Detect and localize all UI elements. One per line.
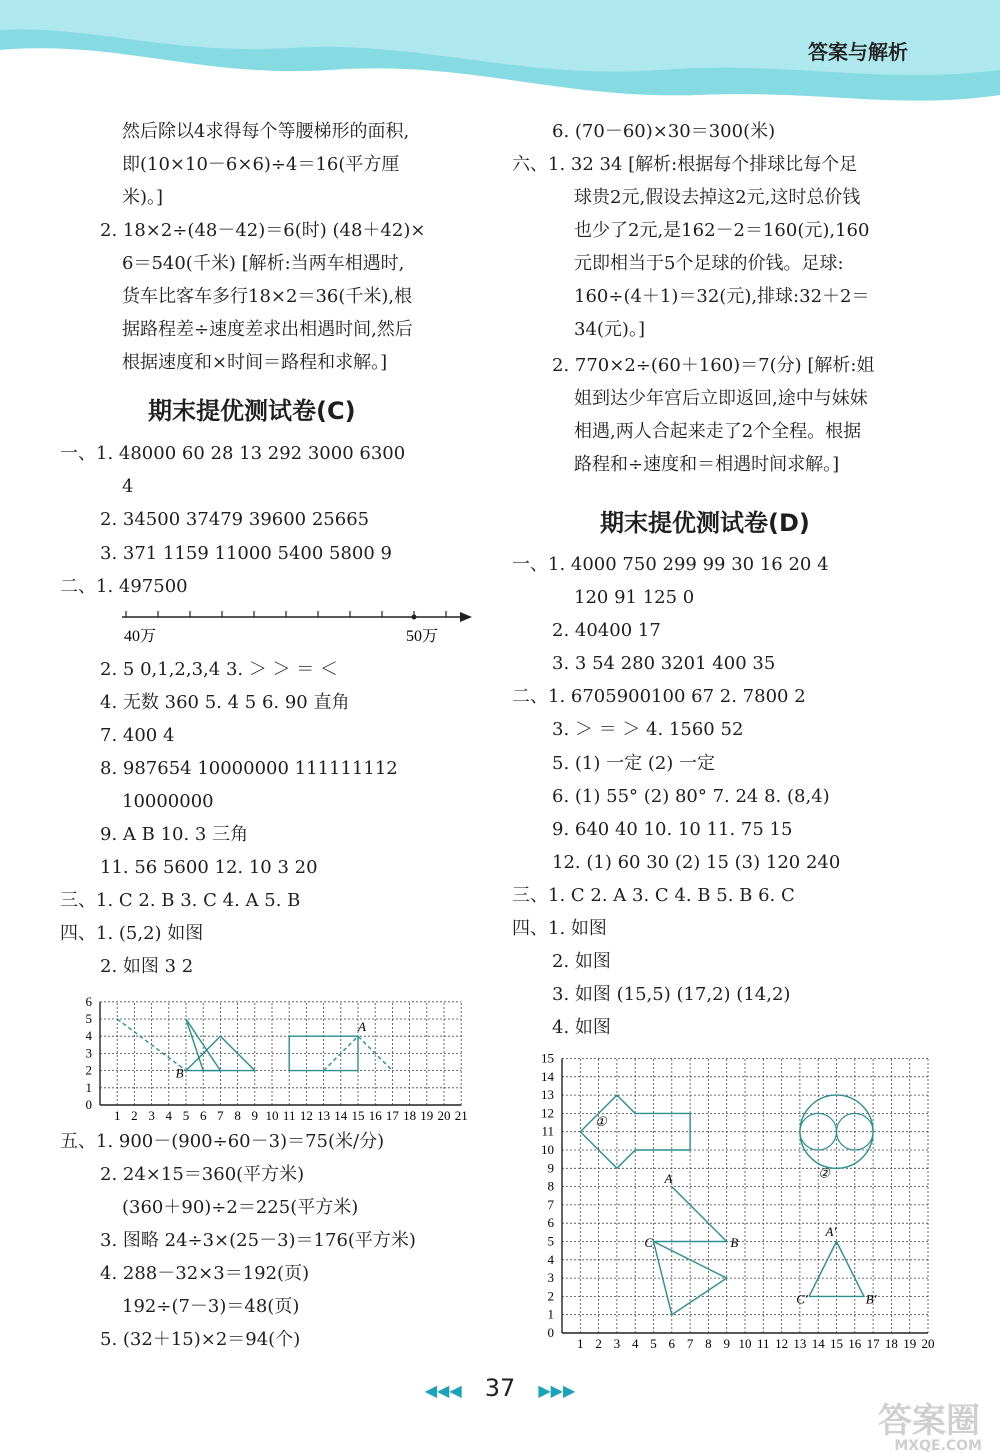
- header-banner: [0, 0, 1000, 130]
- answer-line: 3. ＞ ＝ ＞ 4. 1560 52: [552, 719, 744, 740]
- x-tick-label: 7: [686, 1336, 694, 1351]
- point-label-a: A: [358, 1019, 366, 1035]
- coordinate-grid-c: [85, 987, 488, 1125]
- x-tick-label: 2: [131, 1108, 138, 1123]
- text-line: 元即相当于5个足球的价钱。足球:: [574, 253, 844, 274]
- answer-line: 3. 如图 (15,5) (17,2) (14,2): [552, 984, 791, 1005]
- answer-line: 一、1. 48000 60 28 13 292 3000 6300: [60, 443, 406, 464]
- x-tick-label: 20: [921, 1336, 935, 1351]
- y-tick-label: 3: [85, 1045, 92, 1061]
- coordinate-grid-d: [536, 1051, 936, 1355]
- x-tick-label: 2: [595, 1336, 602, 1351]
- x-tick-label: 14: [334, 1108, 348, 1123]
- x-tick-label: 8: [705, 1336, 712, 1351]
- y-tick-label: 13: [541, 1087, 554, 1103]
- answer-line: 6. (1) 55° (2) 80° 7. 24 8. (8,4): [552, 786, 830, 807]
- answer-line: 6. (70－60)×30＝300(米): [552, 121, 776, 142]
- next-arrows-icon: ▶▶▶: [538, 1381, 576, 1400]
- x-tick-label: 19: [903, 1336, 917, 1351]
- y-tick-label: 2: [547, 1288, 554, 1304]
- x-tick-label: 17: [385, 1108, 399, 1123]
- watermark-url: MXQE.COM: [894, 1438, 982, 1454]
- answer-line: 2. 如图 3 2: [100, 956, 194, 977]
- label-b: B: [730, 1234, 739, 1250]
- text-line: 据路程差÷速度差求出相遇时间,然后: [122, 319, 413, 340]
- answer-line: 三、1. C 2. A 3. C 4. B 5. B 6. C: [512, 885, 795, 906]
- label-a-prime: A': [825, 1224, 837, 1240]
- text-line: 相遇,两人合起来走了2个全程。根据: [574, 421, 862, 442]
- x-tick-label: 21: [454, 1108, 468, 1123]
- numberline-left-label: 40万: [124, 628, 157, 645]
- answer-line: 三、1. C 2. B 3. C 4. A 5. B: [60, 890, 301, 911]
- x-tick-label: 5: [650, 1336, 657, 1351]
- answer-line: 5. (32＋15)×2＝94(个): [100, 1329, 301, 1350]
- x-tick-label: 6: [668, 1336, 676, 1351]
- text-line: 160÷(4＋1)＝32(元),排球:32＋2＝: [574, 286, 870, 307]
- text-line: 34(元)。]: [574, 319, 645, 340]
- y-tick-label: 4: [547, 1251, 554, 1267]
- text-line: 球贵2元,假设去掉这2元,这时总价钱: [574, 187, 861, 208]
- y-tick-label: 5: [547, 1233, 554, 1249]
- answer-line: 9. A B 10. 3 三角: [100, 824, 249, 845]
- x-tick-label: 13: [793, 1336, 807, 1351]
- x-tick-label: 12: [299, 1108, 313, 1123]
- x-tick-label: 15: [351, 1108, 365, 1123]
- answer-line: 2. 34500 37479 39600 25665: [100, 509, 370, 530]
- y-tick-label: 6: [547, 1215, 554, 1231]
- x-tick-label: 5: [182, 1108, 190, 1123]
- x-tick-label: 16: [368, 1108, 382, 1123]
- text-line: 米)。]: [122, 187, 164, 208]
- answer-line: 120 91 125 0: [574, 587, 695, 608]
- page-number: 37: [484, 1374, 516, 1402]
- x-tick-label: 10: [265, 1108, 279, 1123]
- answer-line: 2. 5 0,1,2,3,4 3. ＞ ＞ ＝ ＜: [100, 659, 338, 680]
- answer-line: 五、1. 900－(900÷60－3)＝75(米/分): [60, 1131, 385, 1152]
- y-tick-label: 14: [541, 1068, 554, 1084]
- answer-line: 9. 640 40 10. 10 11. 75 15: [552, 819, 793, 840]
- number-line: [120, 605, 480, 649]
- label-one: ①: [594, 1114, 607, 1130]
- y-tick-label: 4: [85, 1028, 92, 1044]
- answer-line: 4. 如图: [552, 1017, 611, 1038]
- y-tick-label: 10: [541, 1142, 554, 1157]
- text-line: 姐到达少年宫后立即返回,途中与妹妹: [574, 388, 868, 409]
- answer-line: 3. 371 1159 11000 5400 5800 9: [100, 543, 392, 564]
- y-tick-label: 7: [547, 1196, 554, 1212]
- label-b-prime: B': [865, 1291, 877, 1307]
- y-tick-label: 1: [547, 1306, 554, 1322]
- x-tick-label: 20: [437, 1108, 451, 1123]
- answer-line: (360＋90)÷2＝225(平方米): [122, 1197, 359, 1218]
- answer-line: 四、1. 如图: [512, 918, 607, 939]
- label-two: ②: [818, 1165, 830, 1181]
- x-tick-label: 1: [113, 1108, 121, 1123]
- y-tick-label: 6: [85, 993, 92, 1009]
- x-tick-label: 3: [148, 1108, 155, 1123]
- x-tick-label: 6: [199, 1108, 207, 1123]
- y-tick-label: 8: [547, 1178, 554, 1194]
- answer-line: 四、1. (5,2) 如图: [60, 923, 204, 944]
- x-tick-label: 8: [234, 1108, 241, 1123]
- text-line: 也少了2元,是162－2＝160(元),160: [574, 220, 870, 241]
- x-tick-label: 11: [757, 1336, 770, 1351]
- answer-line: 7. 400 4: [100, 725, 175, 746]
- answer-line: 11. 56 5600 12. 10 3 20: [100, 857, 318, 878]
- y-tick-label: 5: [85, 1011, 92, 1026]
- text-line: 路程和÷速度和＝相遇时间求解。]: [574, 454, 840, 475]
- text-line: 货车比客车多行18×2＝36(千米),根: [122, 286, 413, 307]
- x-tick-label: 10: [738, 1336, 752, 1351]
- y-tick-label: 15: [541, 1050, 554, 1066]
- answer-line: 2. 24×15＝360(平方米): [100, 1164, 305, 1185]
- y-tick-label: 0: [547, 1325, 554, 1340]
- number-line-point: [412, 615, 417, 620]
- y-tick-label: 9: [547, 1160, 554, 1176]
- answer-line: 六、1. 32 34 [解析:根据每个排球比每个足: [512, 154, 858, 175]
- x-tick-label: 18: [884, 1336, 898, 1351]
- x-tick-label: 9: [251, 1108, 259, 1123]
- answer-line: 12. (1) 60 30 (2) 15 (3) 120 240: [552, 852, 841, 873]
- answer-line: 4: [122, 476, 134, 497]
- rectangle-shape: [289, 1036, 358, 1070]
- section-title-c: 期末提优测试卷(C): [148, 397, 356, 425]
- numberline-right-label: 50万: [406, 628, 439, 645]
- answer-line: 一、1. 4000 750 299 99 30 16 20 4: [512, 554, 829, 575]
- x-tick-label: 7: [217, 1108, 224, 1123]
- answer-line: 二、1. 6705900100 67 2. 7800 2: [512, 686, 806, 707]
- x-tick-label: 17: [866, 1336, 880, 1351]
- label-a: A: [664, 1170, 673, 1186]
- section-title-d: 期末提优测试卷(D): [600, 509, 810, 537]
- text-line: 即(10×10－6×6)÷4＝16(平方厘: [122, 154, 400, 175]
- x-tick-label: 4: [165, 1108, 173, 1123]
- page-footer: [0, 1374, 1000, 1402]
- triangle-outline: [186, 1019, 220, 1071]
- answer-line: 2. 770×2÷(60＋160)＝7(分) [解析:姐: [552, 355, 875, 376]
- y-tick-label: 12: [541, 1105, 554, 1121]
- point-label-b: B: [175, 1065, 184, 1081]
- y-tick-label: 11: [541, 1123, 554, 1139]
- prev-arrows-icon: ◀◀◀: [424, 1381, 462, 1400]
- x-tick-label: 3: [613, 1336, 621, 1351]
- answer-line: 2. 18×2÷(48－42)＝6(时) (48＋42)×: [100, 220, 426, 241]
- x-tick-label: 9: [723, 1336, 730, 1351]
- answer-line: 10000000: [122, 791, 214, 812]
- x-tick-label: 13: [317, 1108, 331, 1123]
- watermark-logo: 答案圈: [878, 1401, 980, 1441]
- x-tick-label: 16: [848, 1336, 862, 1351]
- header-title: 答案与解析: [808, 40, 908, 64]
- label-c-prime: C': [796, 1291, 808, 1307]
- y-tick-label: 2: [85, 1062, 92, 1078]
- y-tick-label: 0: [85, 1097, 92, 1112]
- y-tick-label: 3: [547, 1270, 554, 1286]
- x-tick-label: 14: [811, 1336, 825, 1351]
- answer-line: 二、1. 497500: [60, 576, 188, 597]
- text-line: 6＝540(千米) [解析:当两车相遇时,: [122, 253, 405, 274]
- x-tick-label: 12: [775, 1336, 789, 1351]
- dashed-segment: [117, 1019, 186, 1071]
- y-tick-label: 1: [85, 1079, 92, 1095]
- answer-line: 4. 288－32×3＝192(页): [100, 1263, 310, 1284]
- answer-line: 4. 无数 360 5. 4 5 6. 90 直角: [100, 692, 350, 713]
- answer-line: 2. 如图: [552, 951, 611, 972]
- answer-line: 192÷(7－3)＝48(页): [122, 1296, 300, 1317]
- answer-line: 3. 图略 24÷3×(25－3)＝176(平方米): [100, 1230, 416, 1251]
- x-tick-label: 15: [830, 1336, 843, 1351]
- x-tick-label: 19: [420, 1108, 434, 1123]
- x-tick-label: 18: [403, 1108, 417, 1123]
- answer-line: 2. 40400 17: [552, 620, 661, 641]
- x-tick-label: 1: [577, 1336, 584, 1351]
- answer-line: 8. 987654 10000000 111111112: [100, 758, 398, 779]
- x-tick-label: 4: [631, 1336, 639, 1351]
- text-line: 根据速度和×时间＝路程和求解。]: [122, 352, 388, 373]
- text-line: 然后除以4求得每个等腰梯形的面积,: [122, 121, 410, 142]
- answer-line: 5. (1) 一定 (2) 一定: [552, 753, 716, 774]
- label-c: C: [644, 1234, 654, 1250]
- answer-line: 3. 3 54 280 3201 400 35: [552, 653, 776, 674]
- x-tick-label: 11: [282, 1108, 296, 1123]
